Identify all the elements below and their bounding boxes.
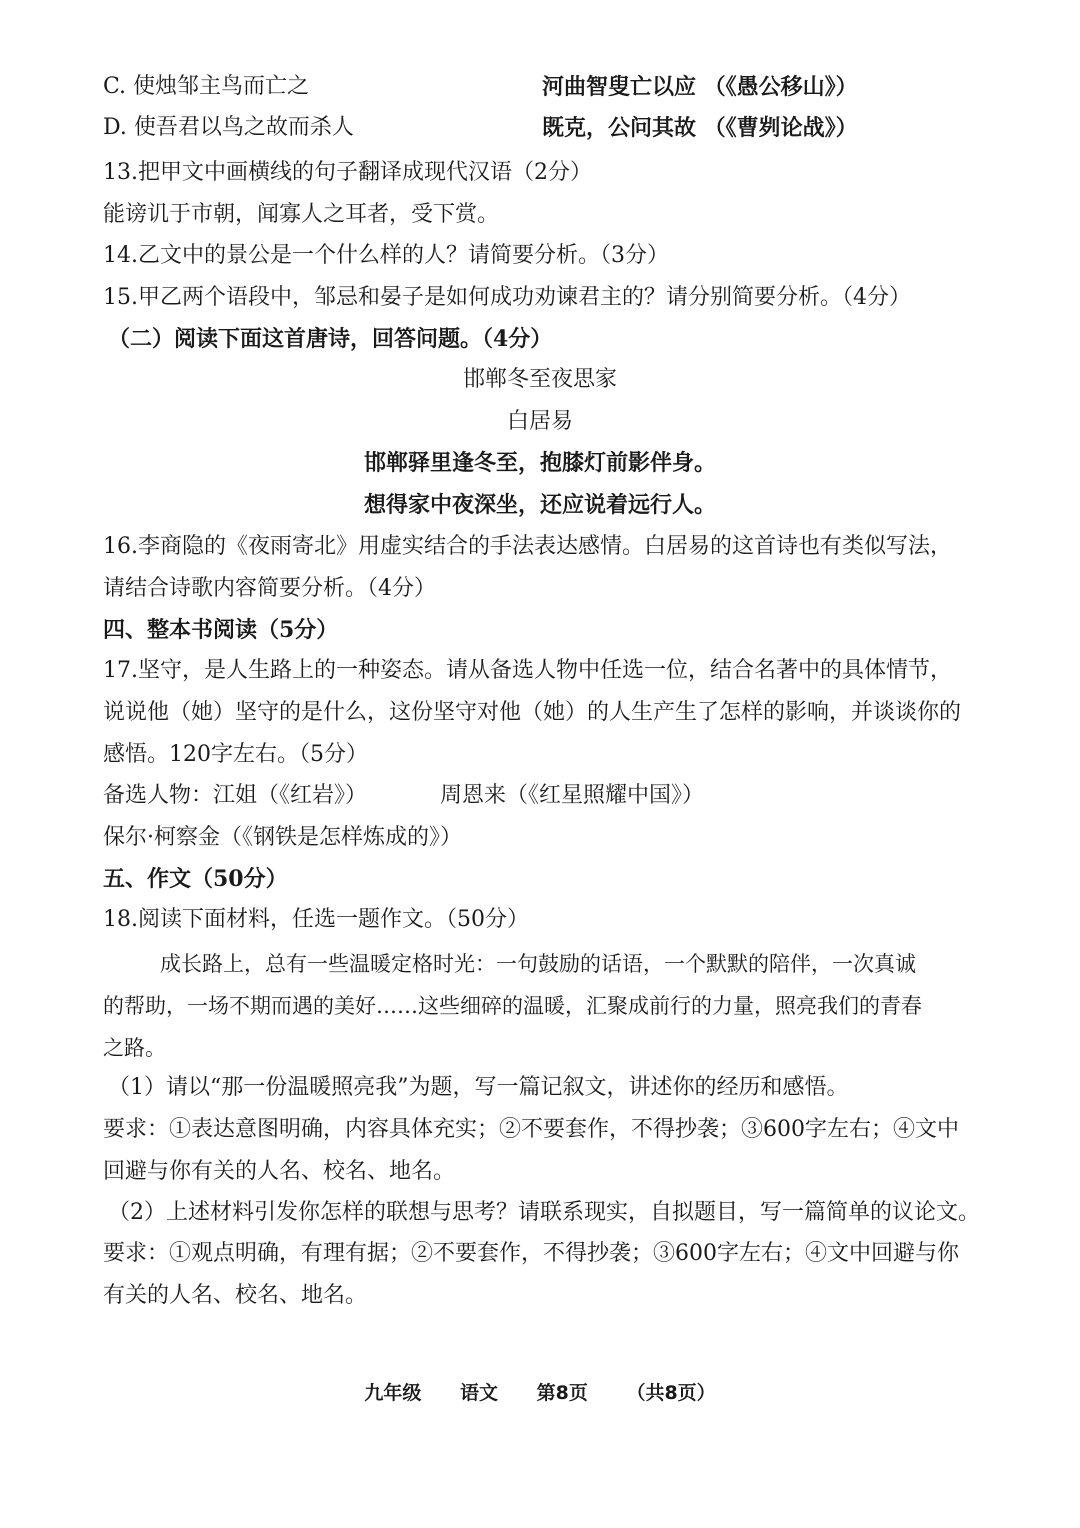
poem-title: 邯郸冬至夜思家 <box>462 367 617 392</box>
poem-section-heading: （二）阅读下面这首唐诗，回答问题。（4分） <box>108 326 553 352</box>
question-17-line-1: 17.坚守，是人生路上的一种姿态。请从备选人物中任选一位，结合名著中的具体情节， <box>103 658 952 683</box>
question-16-line-1: 16.李商隐的《夜雨寄北》用虚实结合的手法表达感情。白居易的这首诗也有类似写法， <box>103 534 952 559</box>
poem-line-2: 想得家中夜深坐，还应说着远行人。 <box>363 492 716 518</box>
option-c <box>103 72 858 102</box>
question-15: 15.甲乙两个语段中，邹忌和晏子是如何成功劝谏君主的？请分别简要分析。（4分） <box>103 285 911 310</box>
footer-page: 第8页 <box>536 1382 588 1404</box>
option-d-right: 既克，公问其故 （《曹刿论战》） <box>542 115 858 141</box>
option-c-right: 河曲智叟亡以应 （《愚公移山》） <box>542 74 858 100</box>
question-13-sentence: 能谤讥于市朝，闻寡人之耳者，受下赏。 <box>103 202 500 227</box>
essay-section-heading: 五、作文（50分） <box>103 866 288 892</box>
requirement-1-line-2: 回避与你有关的人名、校名、地名。 <box>103 1159 456 1184</box>
requirement-2-line-1: 要求：①观点明确，有理有据；②不要套作，不得抄袭；③600字左右；④文中回避与你 <box>103 1241 959 1266</box>
footer-subject: 语文 <box>459 1382 498 1404</box>
material-line-2: 的帮助，一场不期而遇的美好……这些细碎的温暖，汇聚成前行的力量，照亮我们的青春 <box>103 994 922 1018</box>
question-18: 18.阅读下面材料，任选一题作文。（50分） <box>103 907 529 932</box>
page-footer <box>0 1378 1080 1405</box>
option-d-left: D. 使吾君以鸟之故而杀人 <box>103 115 354 140</box>
question-17-line-3: 感悟。120字左右。（5分） <box>103 742 368 767</box>
material-line-3: 之路。 <box>103 1036 166 1060</box>
topic-1: （1）请以“那一份温暖照亮我”为题，写一篇记叙文，讲述你的经历和感悟。 <box>108 1075 849 1100</box>
option-d <box>103 113 858 143</box>
option-c-left: C. 使烛邹主鸟而亡之 <box>103 74 310 99</box>
topic-2: （2）上述材料引发你怎样的联想与思考？请联系现实，自拟题目，写一篇简单的议论文。 <box>108 1200 981 1225</box>
requirement-1-line-1: 要求：①表达意图明确，内容具体充实；②不要套作，不得抄袭；③600字左右；④文中 <box>103 1117 959 1142</box>
candidate-3: 保尔·柯察金（《钢铁是怎样炼成的》） <box>103 825 462 850</box>
material-line-1: 成长路上，总有一些温暖定格时光：一句鼓励的话语，一个默默的陪伴，一次真诚 <box>160 952 916 976</box>
candidate-1: 备选人物：江姐（《红岩》） <box>103 783 368 808</box>
requirement-2-line-2: 有关的人名、校名、地名。 <box>103 1283 368 1308</box>
footer-grade: 九年级 <box>364 1382 422 1404</box>
question-16-line-2: 请结合诗歌内容简要分析。（4分） <box>103 576 436 601</box>
question-17-line-2: 说说他（她）坚守的是什么，这份坚守对他（她）的人生产生了怎样的影响，并谈谈你的 <box>103 700 962 725</box>
candidates-row <box>103 781 705 811</box>
poem-author: 白居易 <box>506 409 573 434</box>
poem-line-1: 邯郸驿里逢冬至，抱膝灯前影伴身。 <box>363 450 716 476</box>
question-13: 13.把甲文中画横线的句子翻译成现代汉语（2分） <box>103 160 592 185</box>
candidate-2: 周恩来（《红星照耀中国》） <box>440 783 705 808</box>
footer-total: （共8页） <box>626 1382 716 1404</box>
book-section-heading: 四、整本书阅读（5分） <box>103 617 339 643</box>
question-14: 14.乙文中的景公是一个什么样的人？请简要分析。（3分） <box>103 243 669 268</box>
